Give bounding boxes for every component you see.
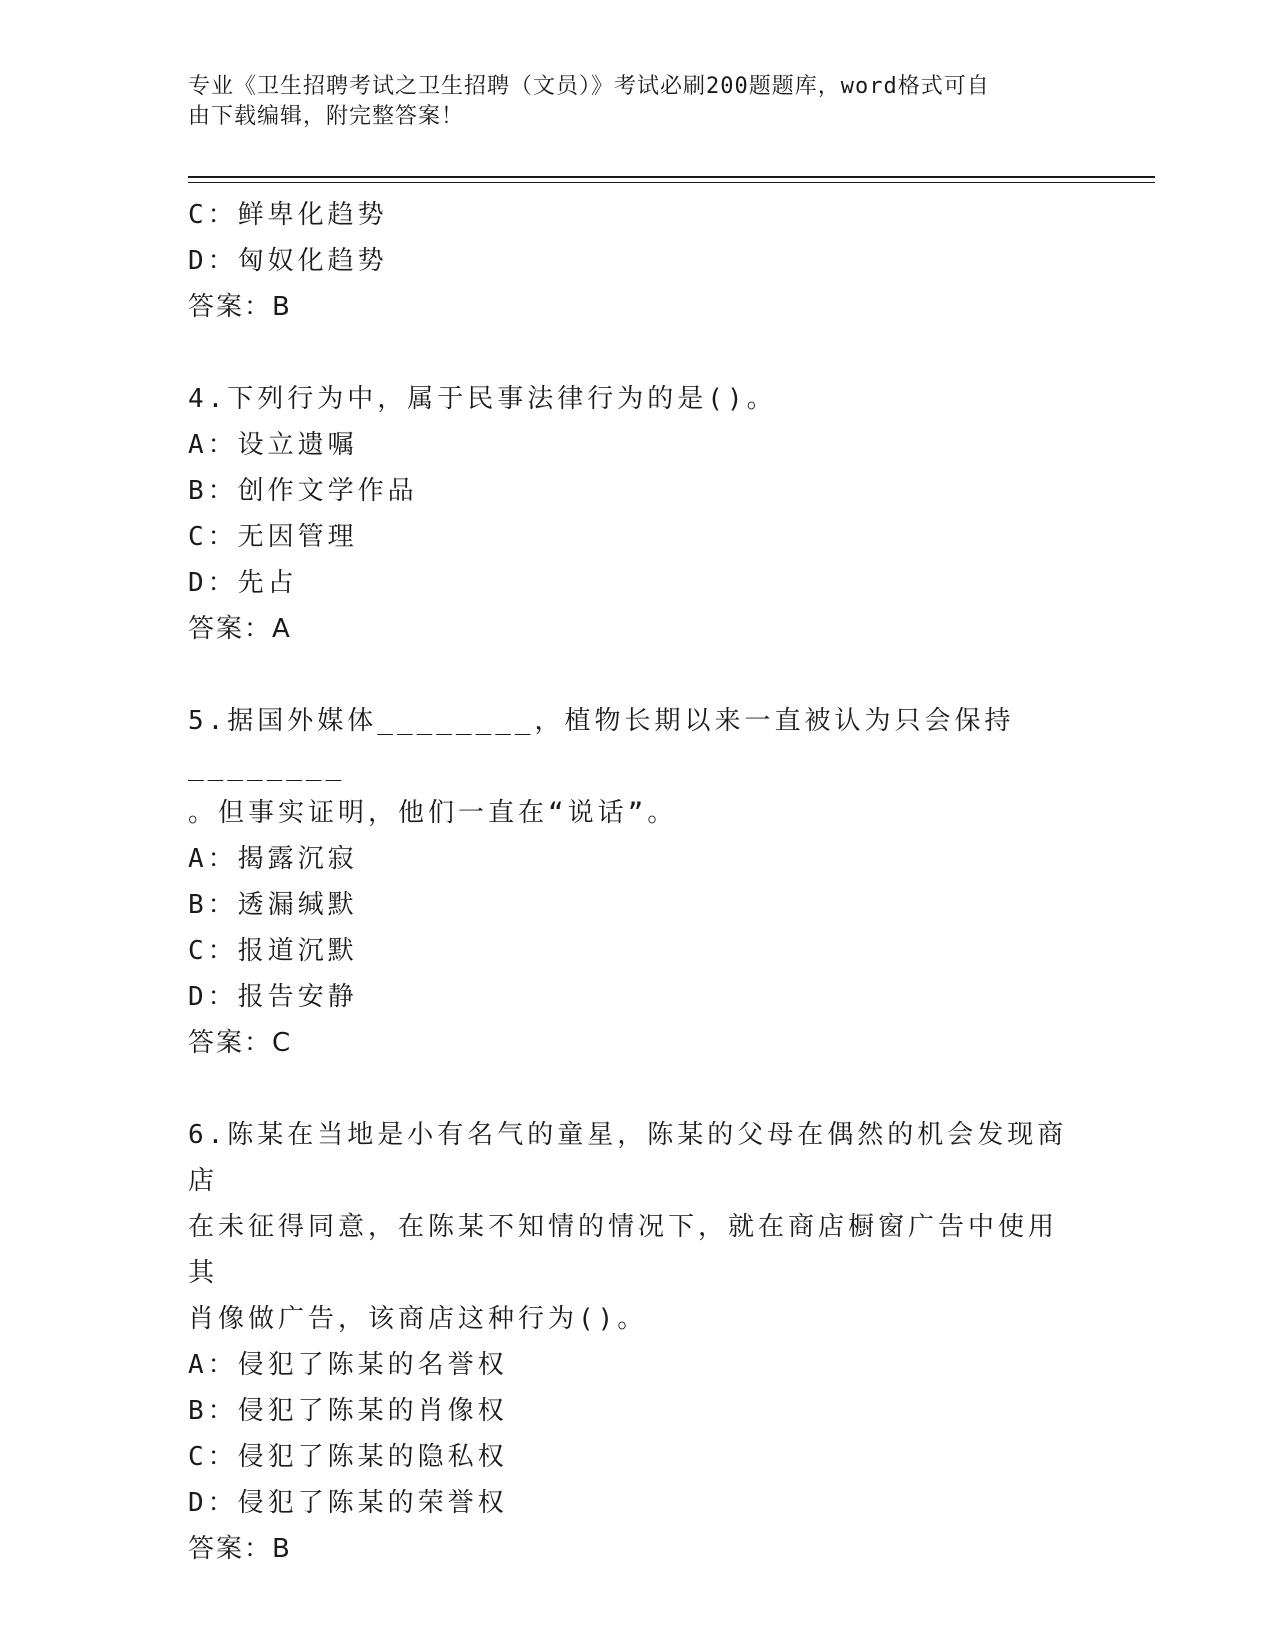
question-3-continued xyxy=(188,192,1068,330)
option-d: D：侵犯了陈某的荣誉权 xyxy=(188,1488,508,1518)
question-6 xyxy=(188,1112,1068,1572)
option-d: D：报告安静 xyxy=(188,982,358,1012)
question-text: 4.下列行为中，属于民事法律行为的是()。 xyxy=(188,384,777,414)
option-c: C：报道沉默 xyxy=(188,936,358,966)
option-c: C：无因管理 xyxy=(188,522,358,552)
option-d: D：先占 xyxy=(188,568,298,598)
question-text-line-1: 5.据国外媒体________，植物长期以来一直被认为只会保持________ xyxy=(188,706,1015,782)
question-4 xyxy=(188,376,1068,652)
question-text-line-2: 在未征得同意，在陈某不知情的情况下，就在商店橱窗广告中使用其 xyxy=(188,1212,1059,1288)
document-header xyxy=(188,72,1068,132)
option-d: D：匈奴化趋势 xyxy=(188,246,388,276)
answer-line: 答案：B xyxy=(188,1534,292,1564)
header-divider-thin xyxy=(188,182,1155,183)
option-a: A：揭露沉寂 xyxy=(188,844,358,874)
header-divider-thick xyxy=(188,176,1155,178)
question-text-line-2: 。但事实证明，他们一直在“说话”。 xyxy=(188,798,678,828)
question-text-line-3: 肖像做广告，该商店这种行为()。 xyxy=(188,1304,648,1334)
question-list xyxy=(188,192,1068,1572)
answer-line: 答案：C xyxy=(188,1028,293,1058)
option-a: A：设立遗嘱 xyxy=(188,430,358,460)
answer-line: 答案：A xyxy=(188,614,292,644)
option-b: B：创作文学作品 xyxy=(188,476,418,506)
header-line-1: 专业《卫生招聘考试之卫生招聘（文员）》考试必刷200题题库，word格式可自 xyxy=(188,74,990,99)
header-line-2: 由下载编辑，附完整答案！ xyxy=(188,104,465,129)
option-a: A：侵犯了陈某的名誉权 xyxy=(188,1350,508,1380)
answer-line: 答案：B xyxy=(188,292,292,322)
option-b: B：透漏缄默 xyxy=(188,890,358,920)
question-text-line-1: 6.陈某在当地是小有名气的童星，陈某的父母在偶然的机会发现商店 xyxy=(188,1120,1068,1196)
option-b: B：侵犯了陈某的肖像权 xyxy=(188,1396,508,1426)
option-c: C：侵犯了陈某的隐私权 xyxy=(188,1442,508,1472)
question-5 xyxy=(188,698,1068,1066)
option-c: C：鲜卑化趋势 xyxy=(188,200,388,230)
